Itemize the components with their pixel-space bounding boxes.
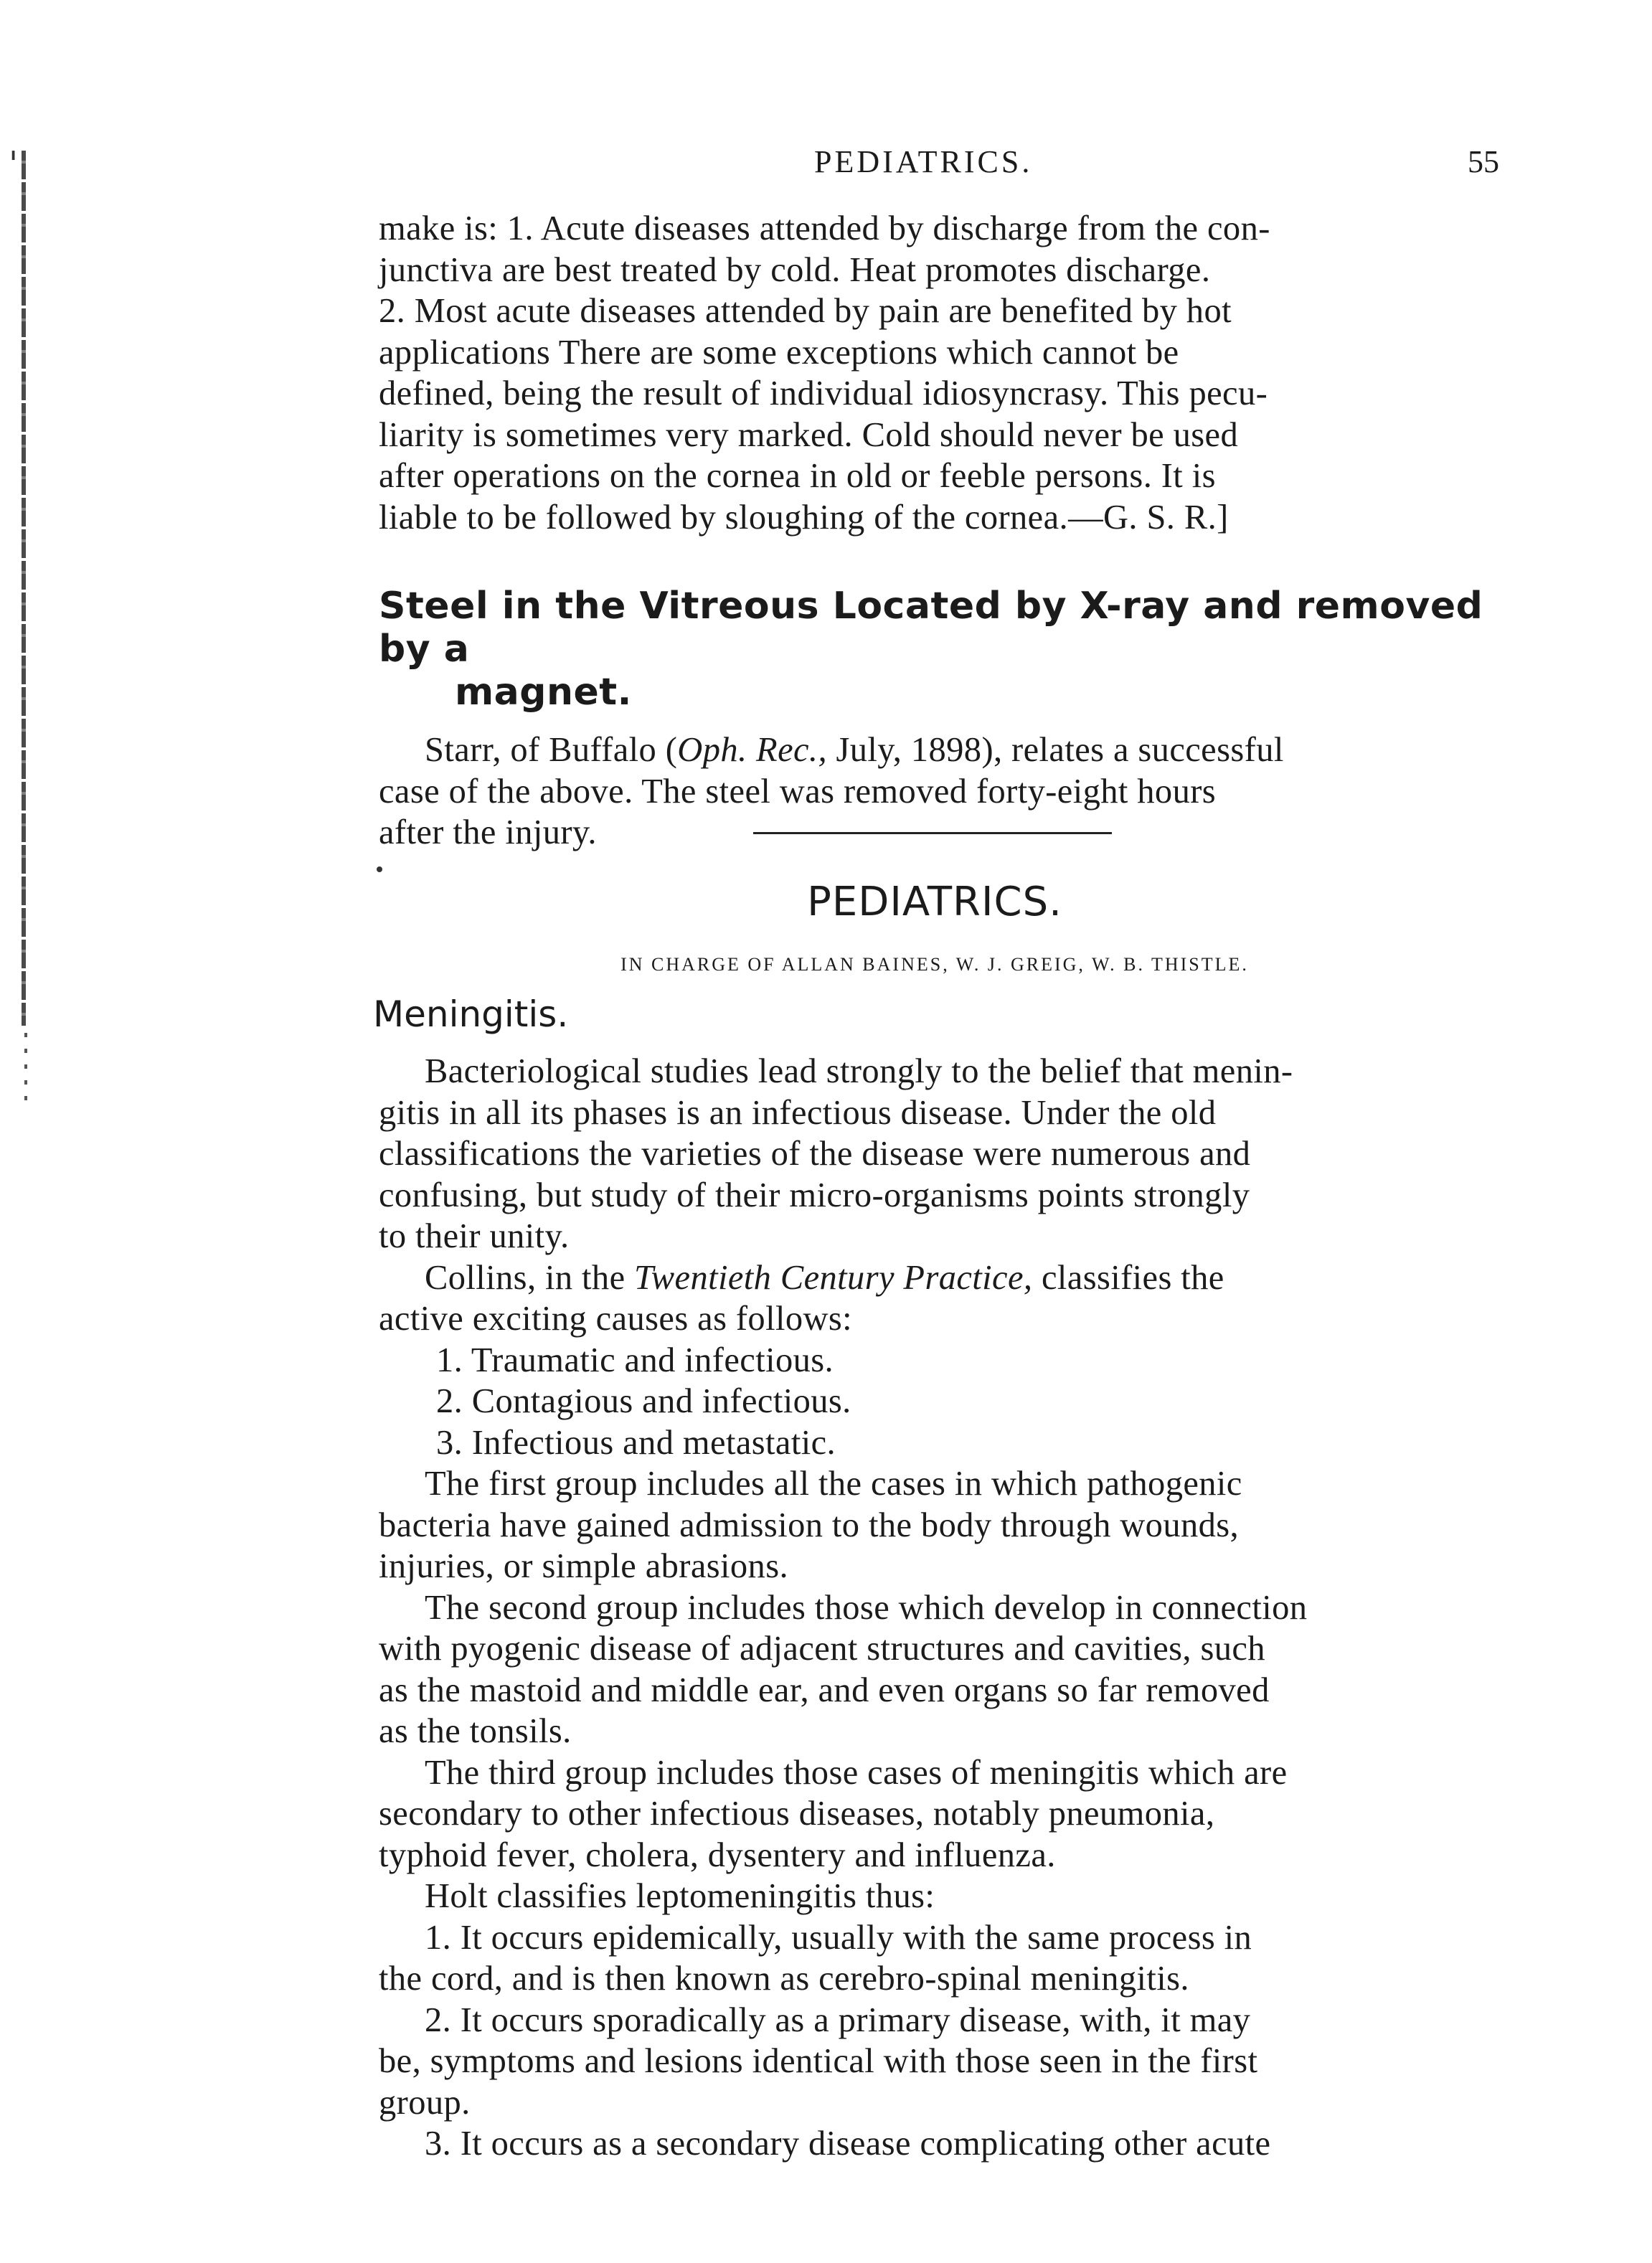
text-line: bacteria have gained admission to the body through wounds, xyxy=(379,1506,1240,1544)
section-title: PEDIATRICS. xyxy=(807,879,1062,925)
text-line: active exciting causes as follows: xyxy=(379,1300,853,1338)
text-line: The third group includes those cases of meningitis which are xyxy=(425,1753,1288,1792)
text-line: the cord, and is then known as cerebro-spinal meningitis. xyxy=(379,1960,1189,1998)
text-line: make is: 1. Acute diseases attended by discharge from the con- xyxy=(379,209,1270,247)
text-line: The first group includes all the cases in which pathogenic xyxy=(425,1465,1242,1503)
paragraph xyxy=(379,729,1491,771)
text-line: with pyogenic disease of adjacent structures and cavities, such xyxy=(379,1630,1265,1668)
text-line: case of the above. The steel was removed forty-eight hours xyxy=(379,772,1217,811)
journal-citation: Oph. Rec., xyxy=(677,731,827,769)
paragraph-continued xyxy=(379,771,1491,854)
text-line: 2. Most acute diseases attended by pain are benefited by hot xyxy=(379,292,1232,330)
text-line: defined, being the result of individual idiosyncrasy. This pecu- xyxy=(379,374,1268,412)
text-line: 3. It occurs as a secondary disease complicating other acute xyxy=(425,2125,1271,2163)
text-run: Starr, of Buffalo ( xyxy=(425,731,678,769)
heading-line: Steel in the Vitreous Located by X-ray and removed by a xyxy=(379,585,1483,671)
book-citation: Twentieth Century Practice, xyxy=(634,1258,1033,1297)
steel-article xyxy=(379,585,1491,854)
text-line: confusing, but study of their micro-organisms points strongly xyxy=(379,1176,1250,1214)
meningitis-article xyxy=(379,1051,1491,2165)
text-run: classifies the xyxy=(1032,1258,1224,1297)
margin-rule xyxy=(22,151,26,1026)
text-line: group. xyxy=(379,2083,471,2122)
page-number: 55 xyxy=(1468,144,1499,179)
text-line: as the mastoid and middle ear, and even organs so far removed xyxy=(379,1671,1270,1709)
text-line: Bacteriological studies lead strongly to the belief that menin- xyxy=(425,1052,1293,1090)
list-item: 3. Infectious and metastatic. xyxy=(436,1423,836,1462)
text-line: gitis in all its phases is an infectious disease. Under the old xyxy=(379,1093,1217,1132)
article-heading xyxy=(379,585,1491,714)
text-line: The second group includes those which develop in connection xyxy=(425,1588,1308,1627)
text-line: Holt classifies leptomeningitis thus: xyxy=(425,1877,935,1915)
text-line: liarity is sometimes very marked. Cold should never be used xyxy=(379,415,1239,454)
text-run: Collins, in the xyxy=(425,1258,635,1297)
text-line: after operations on the cornea in old or feeble persons. It is xyxy=(379,457,1216,495)
text-line: secondary to other infectious diseases, notably pneumonia, xyxy=(379,1795,1215,1833)
text-line: classifications the varieties of the disease were numerous and xyxy=(379,1135,1251,1173)
running-head-title: PEDIATRICS. xyxy=(814,144,1033,179)
margin-mark: ' xyxy=(9,144,19,184)
section-editors: IN CHARGE OF ALLAN BAINES, W. J. GREIG, W. B. THISTLE. xyxy=(620,954,1249,975)
text-line: after the injury. xyxy=(379,813,597,851)
text-line: applications There are some exceptions which cannot be xyxy=(379,333,1179,372)
running-head xyxy=(373,143,1499,186)
paragraph xyxy=(379,1051,1491,2165)
text-line xyxy=(379,1257,1491,1299)
text-line: junctiva are best treated by cold. Heat promotes discharge. xyxy=(379,250,1211,289)
section-divider xyxy=(753,832,1112,834)
list-item: 2. Contagious and infectious. xyxy=(436,1382,851,1420)
article-heading: Meningitis. xyxy=(373,993,569,1035)
text-line: 1. It occurs epidemically, usually with the same process in xyxy=(425,1918,1252,1957)
text-line xyxy=(425,729,1491,771)
heading-line: magnet. xyxy=(455,671,632,714)
text-line: as the tonsils. xyxy=(379,1712,572,1750)
paragraph xyxy=(379,208,1491,538)
text-line: typhoid fever, cholera, dysentery and influenza. xyxy=(379,1836,1056,1874)
text-line: injuries, or simple abrasions. xyxy=(379,1547,789,1585)
ink-speck xyxy=(377,866,382,872)
margin-dots xyxy=(24,1033,27,1112)
text-line: be, symptoms and lesions identical with those seen in the first xyxy=(379,2042,1258,2080)
text-line: 2. It occurs sporadically as a primary disease, with, it may xyxy=(425,2000,1251,2039)
text-run: July, 1898), relates a successful xyxy=(826,731,1284,769)
list-item: 1. Traumatic and infectious. xyxy=(436,1341,834,1379)
continuation-paragraph xyxy=(379,208,1491,538)
text-line: liable to be followed by sloughing of the cornea.—G. S. R.] xyxy=(379,498,1229,537)
text-line: to their unity. xyxy=(379,1217,570,1255)
